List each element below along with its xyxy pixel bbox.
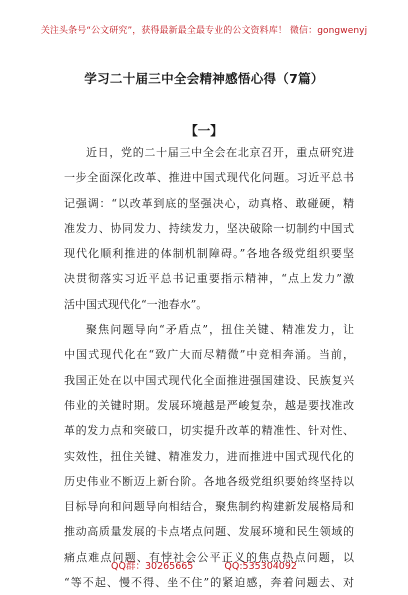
body-line: “等不起、慢不得、坐不住”的紧迫感，奔着问题去、对 (64, 576, 354, 590)
body-line: 革的发力点和突破口，切实提升改革的精准性、针对性、 (64, 424, 354, 438)
body-line: 近日，党的二十届三中全会在北京召开，重点研究进 (86, 146, 354, 159)
body-line: 聚焦问题导向“矛盾点”，扭住关键、精准发力，让 (86, 323, 354, 337)
body-line: 准发力、协同发力、持续发力，坚决破除一切制约中国式 (64, 221, 354, 235)
body-line: 目标导向和问题导向相结合，聚焦制约构建新发展格局和 (64, 500, 354, 514)
document-title: 学习二十届三中全会精神感悟心得（7篇） (84, 71, 324, 86)
body-line: 中国式现代化在“致广大而尽精微”中竞相奔涌。当前， (64, 348, 354, 362)
footer-qq-group: QQ群：30265665 (111, 561, 194, 572)
body-line: 记强调：“以改革到底的坚强决心，动真格、敢碰硬，精 (64, 196, 354, 210)
body-line: 伟业的关键时期。发展环境越是严峻复杂，越是要找准改 (64, 398, 354, 412)
promo-banner: 关注头条号“公文研究”，获得最新最全最专业的公文资料库！ 微信：gongwenyj (40, 26, 368, 36)
body-line: 历史伟业不断迈上新台阶。各地各级党组织要始终坚持以 (64, 474, 354, 488)
body-line: 现代化顺利推进的体制机制障碍。”各地各级党组织要坚 (64, 247, 354, 261)
section-marker: 【一】 (185, 123, 223, 138)
body-line: 实效性，扭住关键、精准发力，进而推进中国式现代化的 (64, 449, 354, 463)
body-line: 一步全面深化改革、推进中国式现代化问题。习近平总书 (64, 171, 354, 185)
body-line: 痛点难点问题、有悖社会公平正义的焦点热点问题，以 (64, 550, 354, 564)
document-body (64, 140, 354, 595)
footer-qq-number: QQ:535304092 (224, 561, 297, 572)
body-line: 我国正处在以中国式现代化全面推进强国建设、民族复兴 (64, 373, 354, 387)
body-line: 决贯彻落实习近平总书记重要指示精神，“点上发力”激 (64, 272, 354, 286)
footer-contact (0, 558, 408, 572)
body-line: 活中国式现代化“一池春水”。 (64, 297, 208, 311)
body-line: 推动高质量发展的卡点堵点问题、发展环境和民生领域的 (64, 525, 354, 539)
